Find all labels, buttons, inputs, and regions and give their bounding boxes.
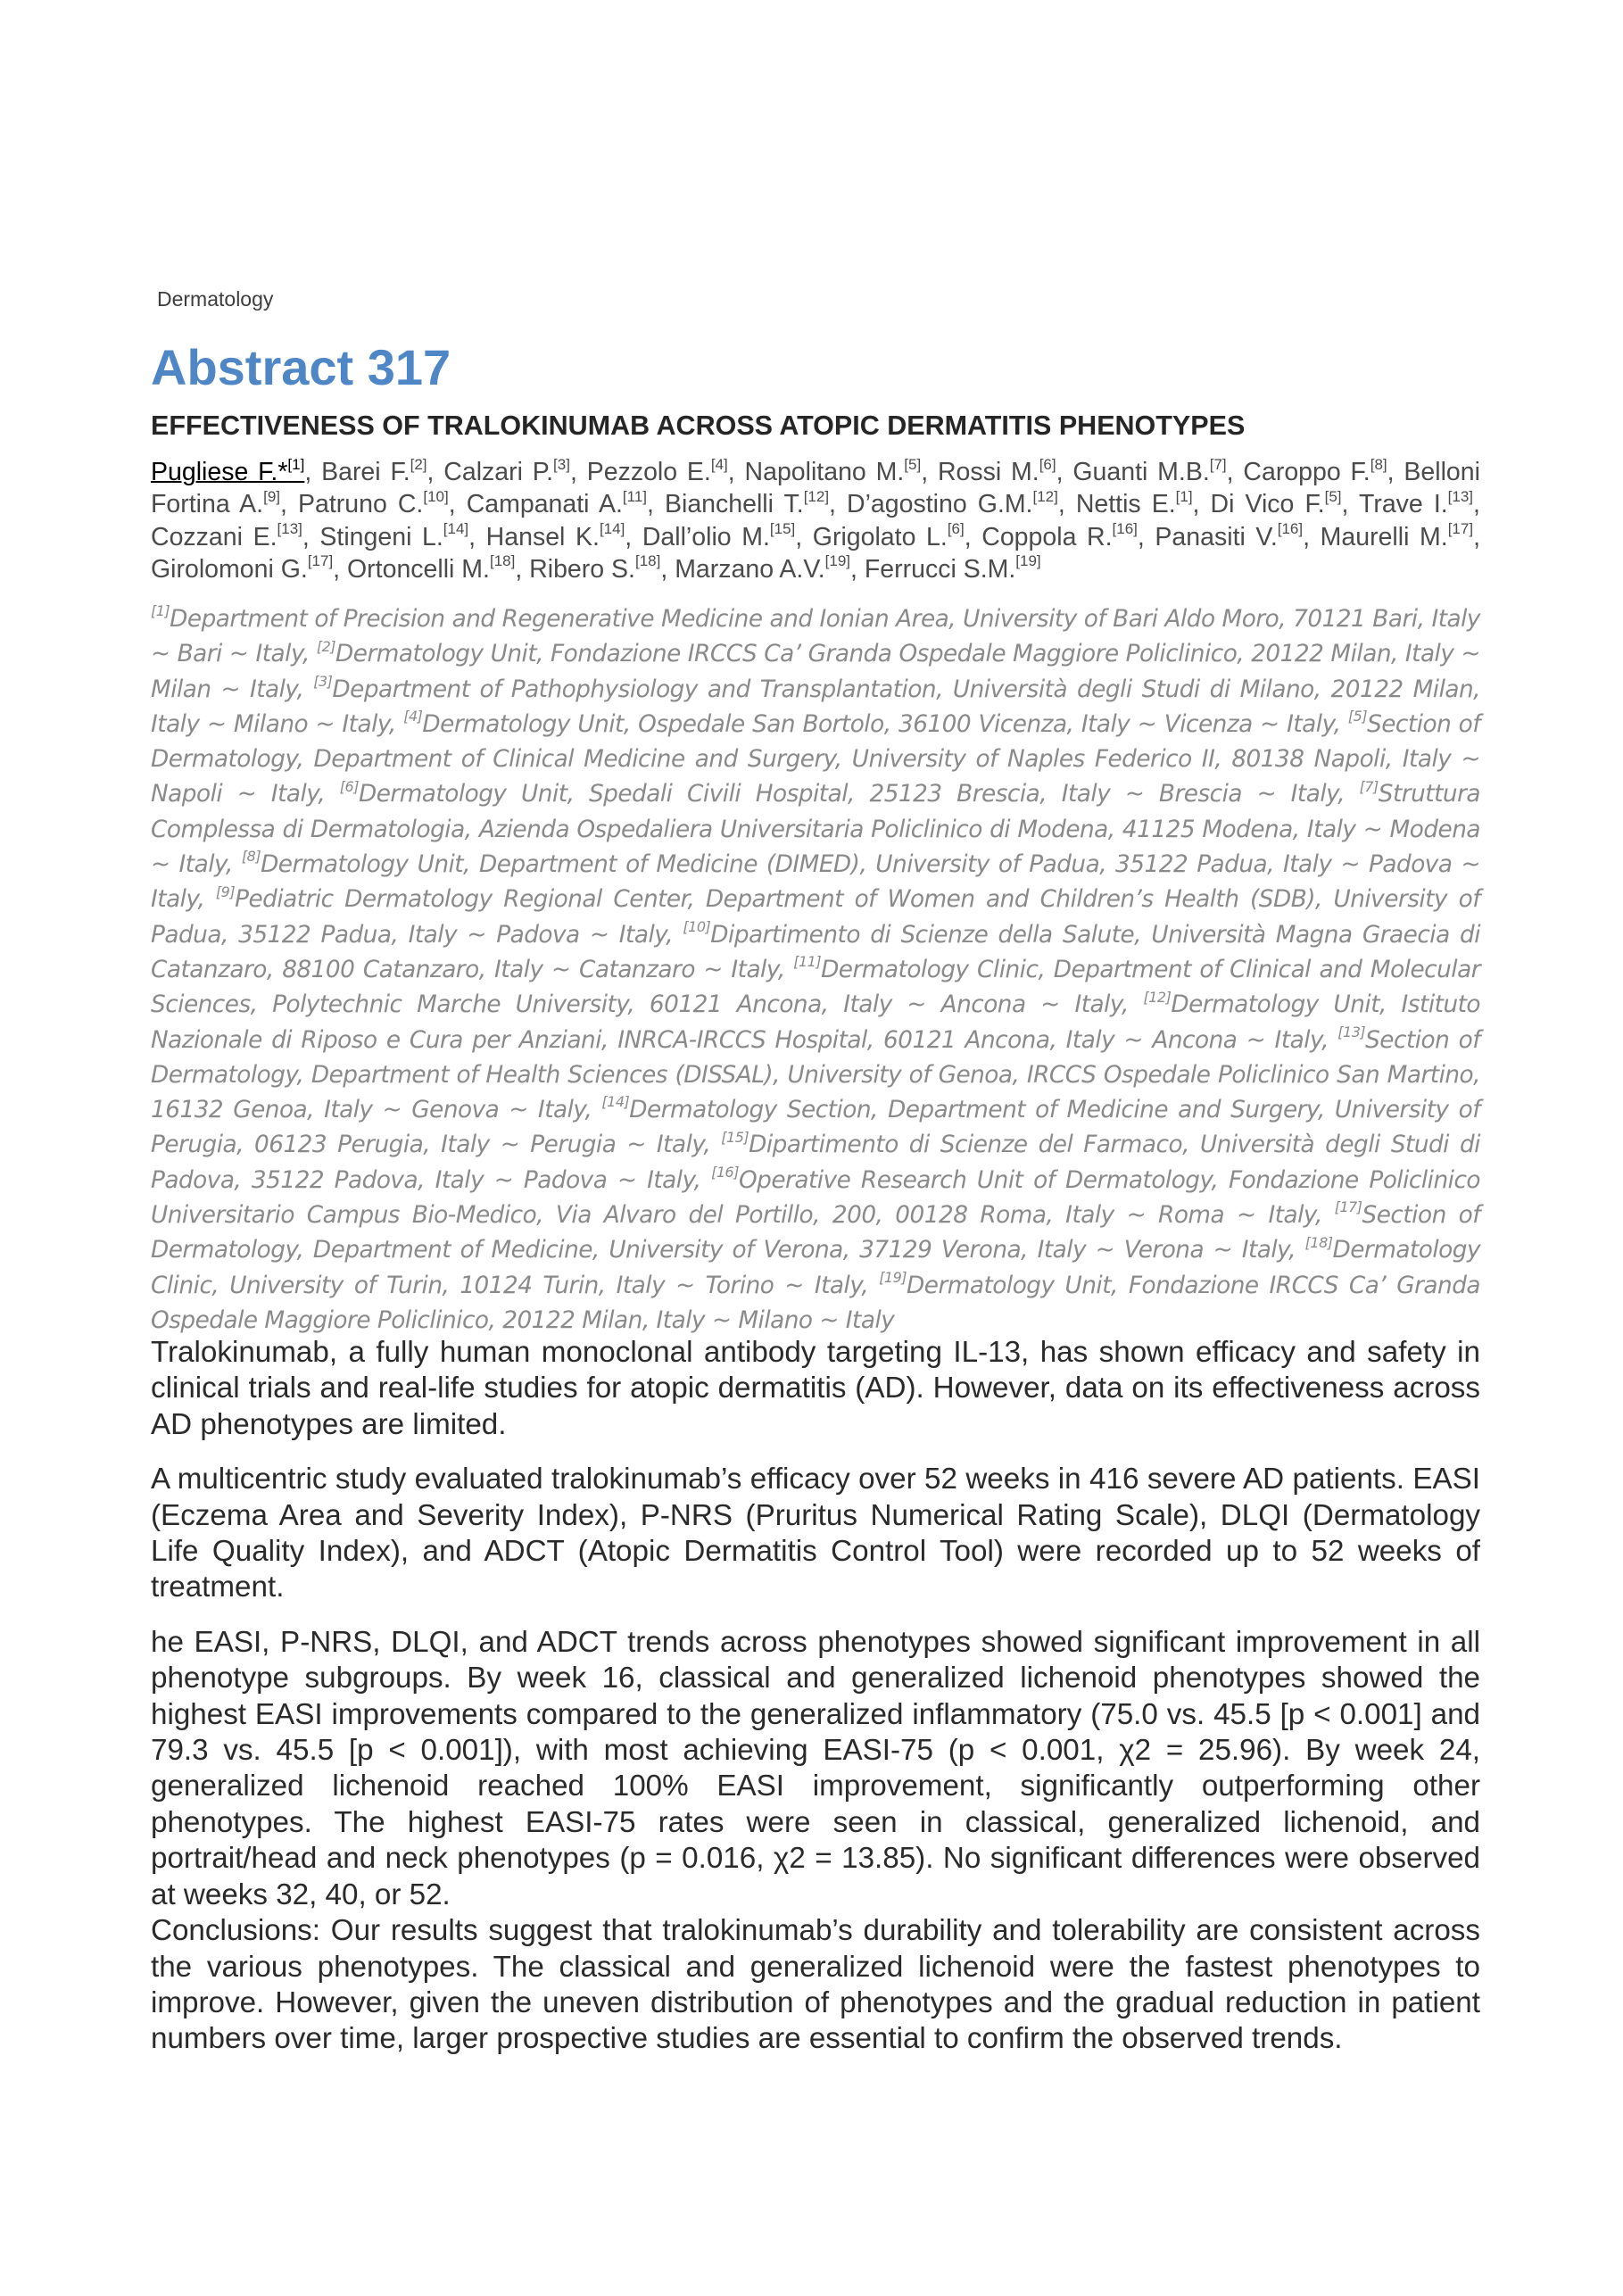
author-name: Campanati A. xyxy=(466,490,623,519)
author-name: Ortoncelli M. xyxy=(347,554,490,584)
affiliation-ref: [13] xyxy=(1337,1023,1366,1040)
author-name: Pezzolo E. xyxy=(586,458,711,486)
author-name: Dall’olio M. xyxy=(642,522,770,551)
author-name: Coppola R. xyxy=(981,522,1113,551)
author xyxy=(675,552,851,584)
affiliation-ref: [6] xyxy=(339,777,359,795)
author-affiliation-ref: [16] xyxy=(1112,520,1138,538)
author xyxy=(1210,487,1342,519)
author-name: Stingeni L. xyxy=(319,522,443,551)
affiliation-text: Section of Dermatology, Department of Medicine, University of Verona, 37129 Verona, Italy ~ Verona ~ Italy, xyxy=(151,1202,1480,1264)
affiliation-text: Department of Precision and Regenerative Medicine and Ionian Area, University of Bari Aldo Moro, 70121 Bari, Italy ~ Bari ~ Italy, xyxy=(151,606,1480,668)
author-name: Grigolato L. xyxy=(812,522,948,551)
affiliation-ref: [17] xyxy=(1334,1198,1362,1216)
author xyxy=(642,520,796,551)
author-affiliation-ref: [8] xyxy=(1370,455,1387,473)
affiliation-ref: [12] xyxy=(1143,988,1172,1006)
author-affiliation-ref: [2] xyxy=(410,455,427,473)
author-affiliation-ref: [13] xyxy=(277,520,302,538)
author xyxy=(1075,487,1193,519)
author-name: Ferrucci S.M. xyxy=(864,554,1016,584)
author-affiliation-ref: [15] xyxy=(769,520,796,538)
affiliation-text: Dermatology Section, Department of Medicine and Surgery, University of Perugia, 06123 Perugia, Italy ~ Perugia ~ Italy, xyxy=(151,1097,1480,1159)
author xyxy=(1320,520,1474,551)
presenting-author xyxy=(151,455,305,486)
affiliation-ref: [16] xyxy=(711,1163,739,1181)
abstract-paragraph-results: he EASI, P-NRS, DLQI, and ADCT trends across phenotypes showed significant improvement in all phenotype subgroups. By week 16, classical and generalized lichenoid phenotypes showed the highest EASI improvements compared to the generalized inflammatory (75.0 vs. 45.5 [p < 0.001] and 79.3 vs. 45.5 [p < 0.001]), with most achieving EASI-75 (p < 0.001, χ2 = 25.96). By week 24, generalized lichenoid reached 100% EASI improvement, significantly outperforming other phenotypes. The highest EASI-75 rates were seen in classical, generalized lichenoid, and portrait/head and neck phenotypes (p = 0.016, χ2 = 13.85). No significant differences were observed at weeks 32, 40, or 52. xyxy=(151,1625,1480,1911)
author xyxy=(151,520,302,551)
author-name: Ribero S. xyxy=(529,554,635,584)
author xyxy=(319,520,469,551)
author xyxy=(297,487,449,519)
affiliation-ref: [19] xyxy=(879,1268,907,1286)
author-name: Maurelli M. xyxy=(1320,522,1448,551)
author xyxy=(864,552,1041,584)
author-affiliation-ref: [5] xyxy=(904,455,922,473)
author xyxy=(1358,487,1474,519)
author-name: Rossi M. xyxy=(937,458,1039,486)
affiliation-ref: [18] xyxy=(1304,1233,1333,1251)
abstract-paragraph-methods: A multicentric study evaluated tralokinumab’s efficacy over 52 weeks in 416 severe AD patients. EASI (Eczema Area and Severity Index), P-NRS (Pruritus Numerical Rating Scale), DLQI (Dermatology Life Quality Index), and ADCT (Atopic Dermatitis Control Tool) were recorded up to 52 weeks of treatment. xyxy=(151,1463,1480,1604)
author-name: Calzari P. xyxy=(443,458,554,486)
affiliation-text: Operative Research Unit of Dermatology, Fondazione Policlinico Universitario Campus Bio-Medico, Via Alvaro del Portillo, 200, 00128 Roma, Italy ~ Roma ~ Italy, xyxy=(151,1166,1480,1230)
author xyxy=(812,520,965,551)
section-category: Dermatology xyxy=(157,287,274,311)
author-name: Napolitano M. xyxy=(744,458,905,486)
author-affiliation-ref: [19] xyxy=(1015,552,1041,570)
affiliation-text: Section of Dermatology, Department of Health Sciences (DISSAL), University of Genoa, IRCCS Ospedale Policlinico San Martino, 16132 Genoa, Italy ~ Genova ~ Italy, xyxy=(151,1026,1480,1124)
affiliation-ref: [1] xyxy=(151,602,170,620)
affiliation-ref: [5] xyxy=(1347,708,1368,725)
author xyxy=(529,552,661,584)
author-name: Bianchelli T. xyxy=(664,490,804,519)
affiliation xyxy=(403,708,1341,738)
author-affiliation-ref: [14] xyxy=(599,520,625,538)
author-affiliation-ref: [4] xyxy=(710,455,728,473)
author-affiliation-ref: [17] xyxy=(1447,520,1474,538)
author-affiliation-ref: [9] xyxy=(263,487,281,505)
author-affiliation-ref: [18] xyxy=(489,552,516,570)
author-affiliation-ref: [19] xyxy=(824,552,851,570)
author-affiliation-ref: [6] xyxy=(1039,455,1056,473)
affiliation-text: Dermatology Unit, Ospedale San Bortolo, 36100 Vicenza, Italy ~ Vicenza ~ Italy, xyxy=(422,710,1341,738)
affiliation-text: Department of Pathophysiology and Transplantation, Università degli Studi di Milano, 20122 Milan, Italy ~ Milano ~ Italy, xyxy=(151,676,1481,738)
author xyxy=(664,487,830,519)
author-affiliation-ref: [12] xyxy=(1032,487,1058,505)
author-affiliation-ref: [5] xyxy=(1324,487,1342,505)
author-name: Guanti M.B. xyxy=(1072,458,1210,486)
author-name: Pugliese F.* xyxy=(151,458,288,486)
author xyxy=(443,455,570,486)
affiliation-text: Section of Dermatology, Department of Clinical Medicine and Surgery, University of Naples Federico II, 80138 Napoli, Italy ~ Napoli ~ Italy, xyxy=(151,710,1481,808)
affiliation-ref: [7] xyxy=(1359,777,1379,795)
author xyxy=(586,455,728,486)
author-name: Hansel K. xyxy=(485,522,600,551)
author xyxy=(485,520,625,551)
author-name: Caroppo F. xyxy=(1243,458,1370,486)
author-affiliation-ref: [17] xyxy=(307,552,334,570)
abstract-paragraph-background: Tralokinumab, a fully human monoclonal antibody targeting IL-13, has shown efficacy and safety in clinical trials and real-life studies for atopic dermatitis (AD). However, data on its effectiveness across AD phenotypes are limited. xyxy=(151,1336,1480,1441)
affiliation-text: Dermatology Unit, Istituto Nazionale di Riposo e Cura per Anziani, INRCA-IRCCS Hospital, 60121 Ancona, Italy ~ Ancona ~ Italy, xyxy=(151,991,1481,1054)
author-affiliation-ref: [12] xyxy=(803,487,830,505)
affiliation-ref: [15] xyxy=(721,1128,749,1146)
affiliation-ref: [10] xyxy=(683,917,711,935)
affiliation-text: Dermatology Clinic, University of Turin, 10124 Turin, Italy ~ Torino ~ Italy, xyxy=(151,1237,1481,1299)
author xyxy=(151,552,334,584)
author xyxy=(1155,520,1304,551)
abstract-paragraph-conclusions: Conclusions: Our results suggest that tralokinumab’s durability and tolerability are consistent across the various phenotypes. The classical and generalized lichenoid were the fastest phenotypes to improve. However, given the uneven distribution of phenotypes and the gradual reduction in patient numbers over time, larger prospective studies are essential to confirm the observed trends. xyxy=(151,1914,1480,2056)
author-name: Trave I. xyxy=(1358,490,1448,519)
abstract-number-heading: Abstract 317 xyxy=(151,339,451,395)
author-name: Patruno C. xyxy=(297,490,424,519)
affiliation-ref: [8] xyxy=(241,848,261,866)
author xyxy=(1072,455,1227,486)
author xyxy=(321,455,427,486)
author-affiliation-ref: [1] xyxy=(287,455,305,473)
affiliation-text: Dermatology Unit, Spedali Civili Hospital, 25123 Brescia, Italy ~ Brescia ~ Italy, xyxy=(358,781,1346,808)
author xyxy=(981,520,1138,551)
affiliation-ref: [9] xyxy=(215,883,236,900)
author-affiliation-ref: [14] xyxy=(443,520,469,538)
affiliation-text: Dermatology Clinic, Department of Clinical and Molecular Sciences, Polytechnic Marche University, 60121 Ancona, Italy ~ Ancona ~ Italy, xyxy=(151,956,1481,1019)
affiliation-ref: [3] xyxy=(313,672,333,690)
affiliation-text: Struttura Complessa di Dermatologia, Azienda Ospedaliera Universitaria Policlinico di Modena, 41125 Modena, Italy ~ Modena ~ Italy, xyxy=(151,781,1480,879)
author-name: Cozzani E. xyxy=(151,522,277,551)
author-affiliation-ref: [11] xyxy=(622,487,648,505)
affiliation-text: Dipartimento di Scienze della Salute, Università Magna Graecia di Catanzaro, 88100 Catanzaro, Italy ~ Catanzaro ~ Italy, xyxy=(151,921,1480,983)
abstract-body xyxy=(151,1335,1480,2058)
affiliation-ref: [14] xyxy=(601,1093,630,1111)
author xyxy=(1243,455,1387,486)
author-name: D’agostino G.M. xyxy=(847,490,1033,519)
author-affiliation-ref: [16] xyxy=(1277,520,1304,538)
author-affiliation-ref: [13] xyxy=(1447,487,1474,505)
affiliation-text: Dermatology Unit, Fondazione IRCCS Ca’ Granda Ospedale Maggiore Policlinico, 20122 Milan, Italy ~ Milano ~ Italy xyxy=(151,1272,1481,1334)
author-name: Girolomoni G. xyxy=(151,554,308,584)
author-list: Pugliese F.*[1], Barei F.[2], Calzari P.[3], Pezzolo E.[4], Napolitano M.[5], Rossi M.[6], Guanti M.B.[7], Caroppo F.[8], Belloni Fortina A.[9], Patruno C.[10], Campanati A.[11], Bianchelli T.[12], D’agostino G.M.[12], Nettis E.[1], Di Vico F.[5], Trave I.[13], Cozzani E.[13], Stingeni L.[14], Hansel K.[14], Dall’olio M.[15], Grigolato L.[6], Coppola R.[16], Panasiti V.[16], Maurelli M.[17], Girolomoni G.[17], Ortoncelli M.[18], Ribero S.[18], Marzano A.V.[19], Ferrucci S.M.[19] xyxy=(151,455,1480,584)
affiliation-ref: [2] xyxy=(316,637,336,655)
author-affiliation-ref: [10] xyxy=(423,487,449,505)
author xyxy=(347,552,516,584)
author-name: Barei F. xyxy=(321,458,410,486)
author xyxy=(937,455,1056,486)
author-name: Panasiti V. xyxy=(1155,522,1278,551)
author xyxy=(466,487,648,519)
author xyxy=(744,455,922,486)
author-affiliation-ref: [1] xyxy=(1175,487,1193,505)
affiliation-ref: [4] xyxy=(403,708,423,725)
affiliation-ref: [11] xyxy=(793,953,822,971)
paper-title: EFFECTIVENESS OF TRALOKINUMAB ACROSS ATOPIC DERMATITIS PHENOTYPES xyxy=(151,410,1246,441)
affiliation-list xyxy=(151,602,1480,1339)
affiliation-text: Dipartimento di Scienze del Farmaco, Università degli Studi di Padova, 35122 Padova, Italy ~ Padova ~ Italy, xyxy=(151,1131,1480,1194)
author-name: Belloni Fortina A. xyxy=(151,458,1480,519)
author-affiliation-ref: [6] xyxy=(947,520,965,538)
author-name: Marzano A.V. xyxy=(675,554,825,584)
author-affiliation-ref: [3] xyxy=(553,455,570,473)
author-affiliation-ref: [7] xyxy=(1209,455,1227,473)
author-name: Di Vico F. xyxy=(1210,490,1325,519)
affiliation-text: Dermatology Unit, Fondazione IRCCS Ca’ Granda Ospedale Maggiore Policlinico, 20122 Milan, Italy ~ Milan ~ Italy, xyxy=(151,641,1480,703)
author-name: Nettis E. xyxy=(1075,490,1176,519)
affiliation xyxy=(339,777,1346,808)
affiliation-text: Pediatric Dermatology Regional Center, Department of Women and Children’s Health (SDB), University of Padua, 35122 Padua, Italy ~ Padova ~ Italy, xyxy=(151,886,1480,949)
author-affiliation-ref: [18] xyxy=(634,552,661,570)
author xyxy=(847,487,1058,519)
affiliation-text: Dermatology Unit, Department of Medicine (DIMED), University of Padua, 35122 Padua, Italy ~ Padova ~ Italy, xyxy=(151,851,1481,914)
